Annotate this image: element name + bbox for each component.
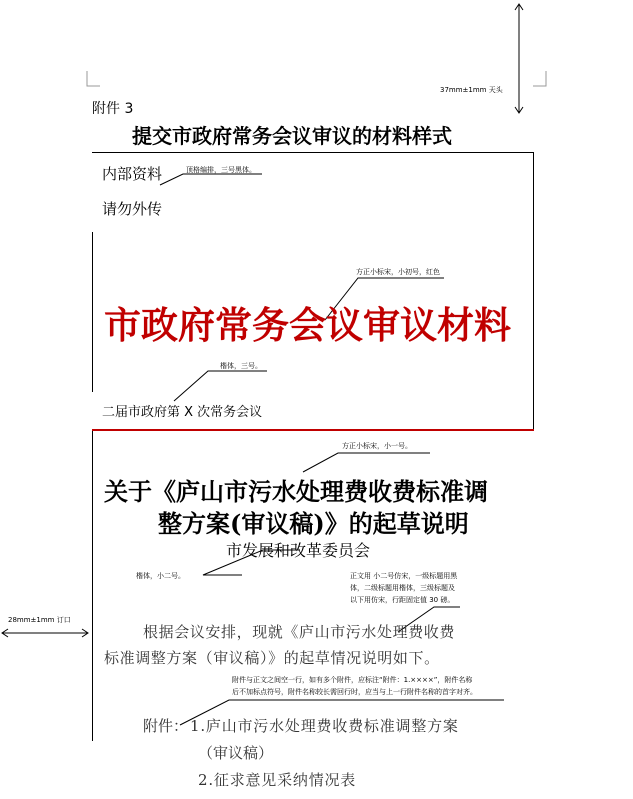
internal-label-line1: 内部资料 [102, 165, 163, 183]
attachment-label: 附件 3 [92, 101, 134, 117]
cover-left-border [92, 232, 93, 392]
attach2: 2.征求意见采纳情况表 [198, 771, 357, 789]
note-body-3: 以下用仿宋，行距固定值 30 磅。 [350, 596, 455, 604]
note-issuer: 楷体，小二号。 [136, 572, 185, 580]
internal-label-line2: 请勿外传 [102, 200, 163, 218]
attach-label: 附件： [143, 717, 189, 735]
attach1-line1: 1.庐山市污水处理费收费标准调整方案 [190, 717, 459, 735]
cover-right-border [533, 152, 534, 429]
note-body-1: 正文用 小二号仿宋，一级标题用黑 [350, 572, 458, 580]
page-title: 提交市政府常务会议审议的材料样式 [132, 124, 452, 148]
note-internal: 顶格编排，三号黑体。 [186, 166, 256, 174]
top-margin-note: 37mm±1mm 天头 [440, 86, 503, 94]
red-separator [92, 429, 534, 431]
left-margin-note: 28mm±1mm 订口 [8, 616, 71, 624]
note-doc-title: 方正小标宋，小一号。 [342, 442, 412, 450]
note-attach-2: 后不加标点符号，附件名称较长需回行时，应当与上一行附件名称的首字对齐。 [232, 688, 477, 696]
note-attach-1: 附件与正文之间空一行，如有多个附件，应标注“附件：1.××××”，附件名称 [232, 676, 473, 684]
cover-top-border [92, 152, 534, 153]
doc-title-line1: 关于《庐山市污水处理费收费标准调 [104, 477, 488, 506]
body-line2: 标准调整方案（审议稿）》的起草情况说明如下。 [104, 649, 440, 667]
doc-title-line2: 整方案(审议稿)》的起草说明 [158, 509, 469, 538]
note-body-2: 体，二级标题用楷体，三级标题及 [350, 584, 455, 592]
attach1-line2: （审议稿） [198, 744, 274, 762]
cover-big-title: 市政府常务会议审议材料 [104, 303, 511, 347]
session-line: 二届市政府第 X 次常务会议 [102, 405, 263, 420]
note-session: 楷体，三号。 [220, 362, 262, 370]
note-big-title: 方正小标宋，小初号，红色 [356, 268, 440, 276]
body-line1: 根据会议安排，现就《庐山市污水处理费收费 [143, 623, 456, 641]
issuer: 市发展和改革委员会 [226, 541, 371, 560]
doc-left-border [92, 431, 93, 741]
